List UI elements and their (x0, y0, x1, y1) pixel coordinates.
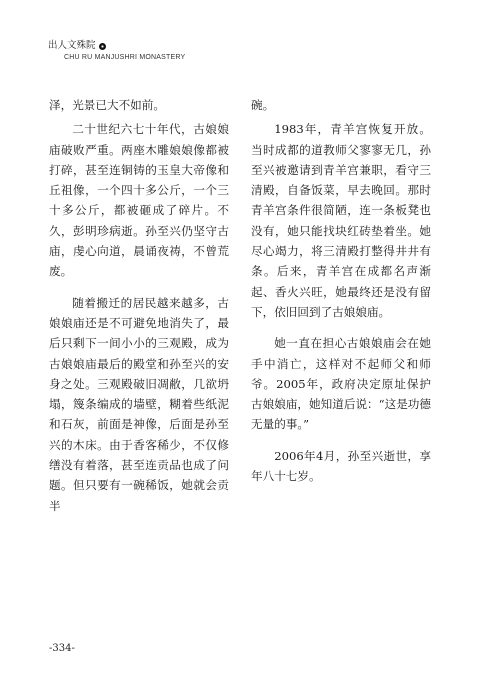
right-column (251, 95, 431, 527)
paragraph: 2006年4月，孙至兴逝世，享年八十七岁。 (251, 448, 431, 484)
paragraph: 碗。 (251, 98, 275, 112)
circle-logo-icon (99, 43, 106, 50)
left-column (49, 95, 229, 527)
paragraph: 二十世纪六七十年代，古娘娘庙破败严重。两座木雕娘娘像都被打碎，甚至连铜铸的玉皇大帝像和丘祖像，一个四十多公斤，一个三十多公斤，都被砸成了碎片。不久，彭明珍病逝。孙至兴仍坚守古庙，虔心向道，晨诵夜祷，不曾荒废。 (49, 122, 229, 279)
paragraph: 泽，光景已大不如前。 (49, 98, 165, 112)
paragraph: 随着搬迁的居民越来越多，古娘娘庙还是不可避免地消失了，最后只剩下一间小小的三观殿，成为古娘娘庙最后的殿堂和孙至兴的安身之处。三观殿破旧凋敝，几欲坍塌，篾条编成的墙壁，糊着些纸泥和石灰，前面是神像，后面是孙至兴的木床。由于香客稀少，不仅修缮没有着落，甚至连贡品也成了问题。但只要有一碗稀饭，她就会贡半 (49, 295, 229, 513)
paragraph: 她一直在担心古娘娘庙会在她手中消亡，这样对不起师父和师爷。2005年，政府决定原址保护古娘娘庙，她知道后说：“这是功德无量的事。” (251, 336, 431, 432)
body-text-columns (49, 95, 431, 527)
header-title-row (48, 40, 448, 52)
header-title: 出人文殊院 (48, 40, 96, 51)
page-number: -334- (49, 643, 75, 654)
paragraph: 1983年，青羊宫恢复开放。当时成都的道教师父寥寥无几，孙至兴被邀请到青羊宫兼职，看守三清殿，自备饭菜，早去晚回。那时青羊宫条件很简陋，连一条板凳也没有，她只能找块红砖垫着坐。她尽心竭力，将三清殿打整得井井有条。后来，青羊宫在成都名声渐起、香火兴旺，她最终还是没有留下，依旧回到了古娘娘庙。 (251, 122, 431, 319)
header-subtitle: CHU RU MANJUSHRI MONASTERY (64, 54, 186, 61)
running-header (48, 40, 448, 61)
